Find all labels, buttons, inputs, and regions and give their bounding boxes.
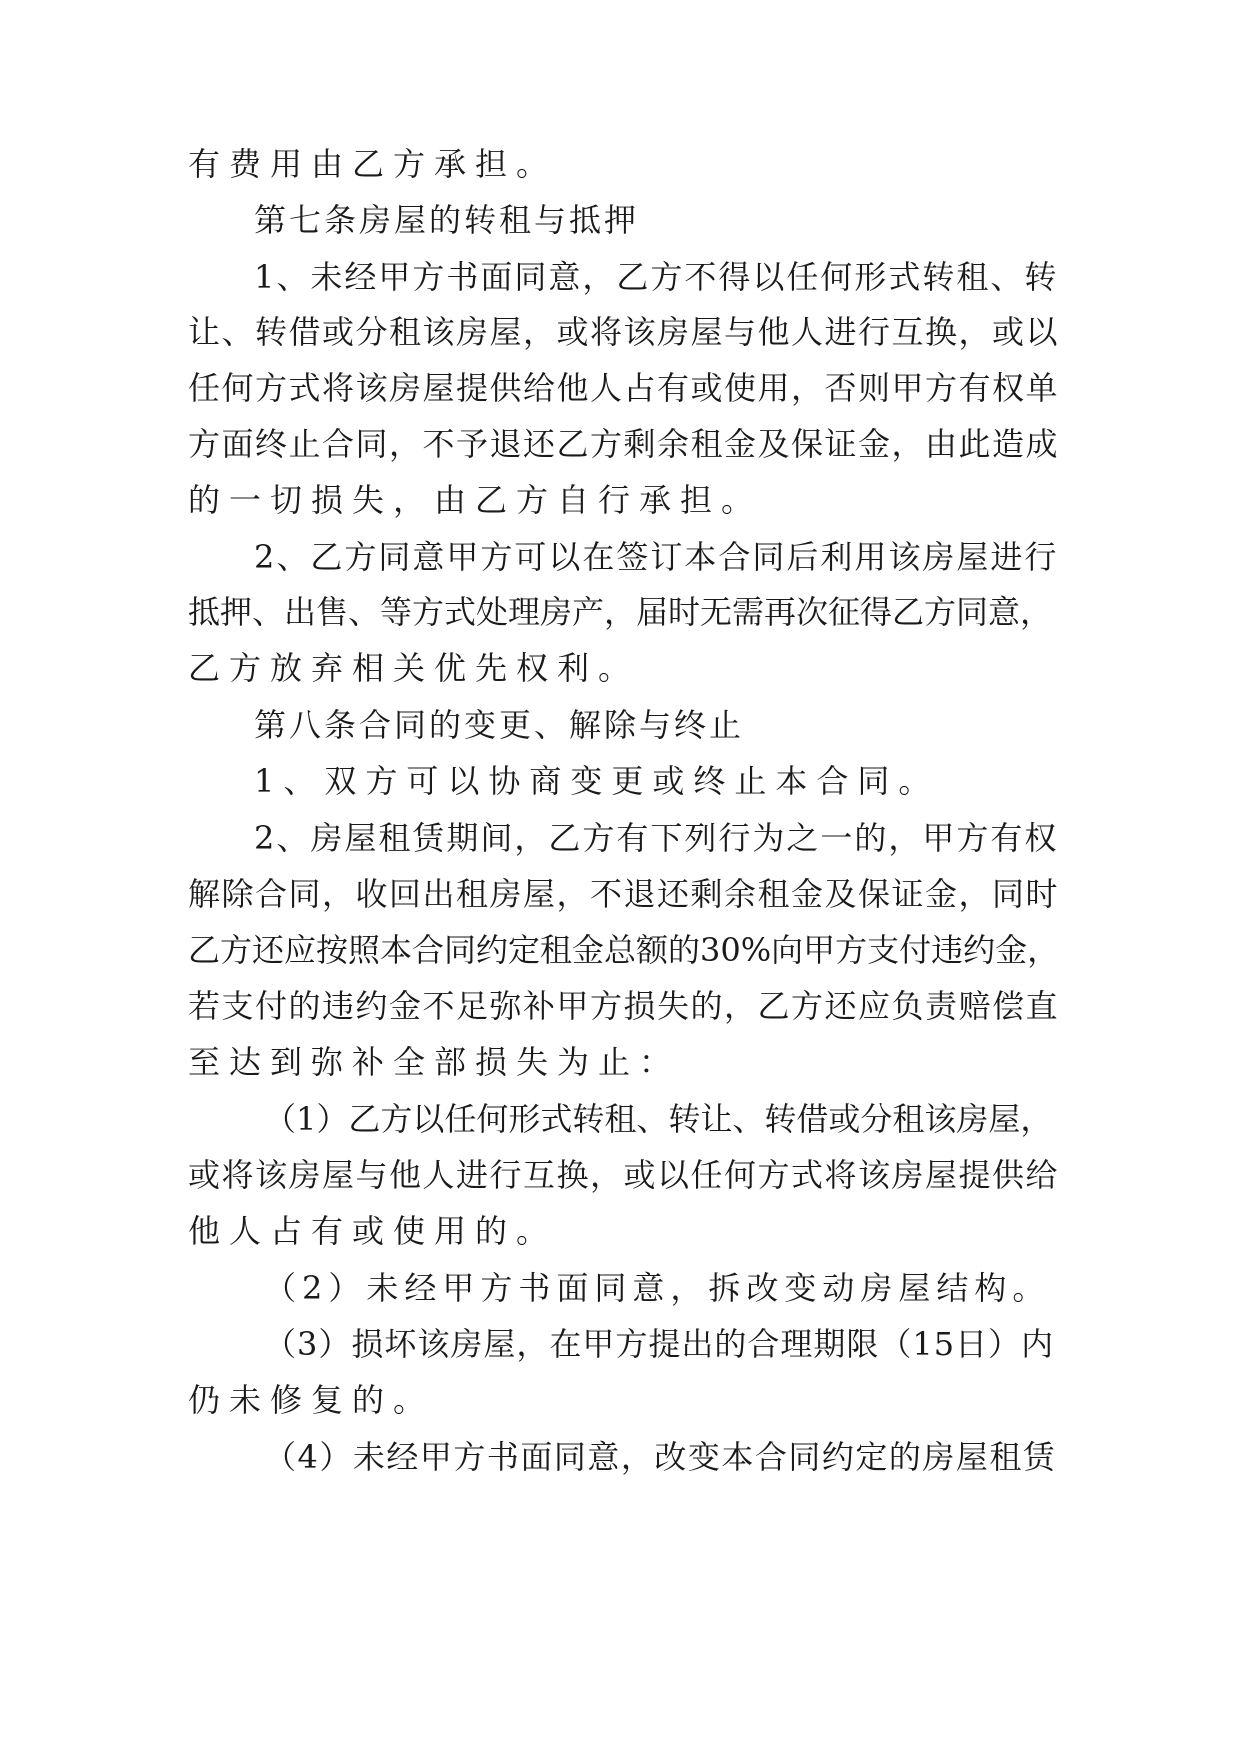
text-line: 若支付的违约金不足弥补甲方损失的，乙方还应负责赔偿直 xyxy=(188,987,1060,1025)
text-line: 或将该房屋与他人进行互换，或以任何方式将该房屋提供给 xyxy=(188,1156,1060,1194)
text-line: 1、双方可以协商变更或终止本合同。 xyxy=(254,762,940,800)
section-heading-7: 第七条房屋的转租与抵押 xyxy=(254,201,640,239)
text-line: 的一切损失，由乙方自行承担。 xyxy=(188,481,763,519)
text-line: 他人占有或使用的。 xyxy=(188,1212,558,1250)
text-line: （1）乙方以任何形式转租、转让、转借或分租该房屋， xyxy=(264,1100,1053,1138)
text-line: 让、转借或分租该房屋，或将该房屋与他人进行互换，或以 xyxy=(188,313,1060,351)
text-line: 1、未经甲方书面同意，乙方不得以任何形式转租、转 xyxy=(254,258,1059,296)
text-line: 至达到弥补全部损失为止： xyxy=(188,1043,681,1081)
text-line: 仍未修复的。 xyxy=(188,1381,435,1419)
text-line: （2）未经甲方书面同意，拆改变动房屋结构。 xyxy=(264,1269,1051,1307)
text-line: 有费用由乙方承担。 xyxy=(188,145,558,183)
text-line: 2、房屋租赁期间，乙方有下列行为之一的，甲方有权 xyxy=(254,819,1059,857)
text-line: 乙方放弃相关优先权利。 xyxy=(188,649,640,687)
text-line: 乙方还应按照本合同约定租金总额的30%向甲方支付违约金， xyxy=(188,931,1060,969)
text-line: （4）未经甲方书面同意，改变本合同约定的房屋租赁 xyxy=(264,1438,1057,1476)
text-line: （3）损坏该房屋，在甲方提出的合理期限（15日）内 xyxy=(264,1325,1055,1363)
text-line: 2、乙方同意甲方可以在签订本合同后利用该房屋进行 xyxy=(254,538,1059,576)
text-line: 任何方式将该房屋提供给他人占有或使用，否则甲方有权单 xyxy=(188,369,1060,407)
text-line: 方面终止合同，不予退还乙方剩余租金及保证金，由此造成 xyxy=(188,425,1060,463)
section-heading-8: 第八条合同的变更、解除与终止 xyxy=(254,706,745,744)
text-line: 抵押、出售、等方式处理房产，届时无需再次征得乙方同意， xyxy=(188,593,1053,631)
text-line: 解除合同，收回出租房屋，不退还剩余租金及保证金，同时 xyxy=(188,875,1060,913)
